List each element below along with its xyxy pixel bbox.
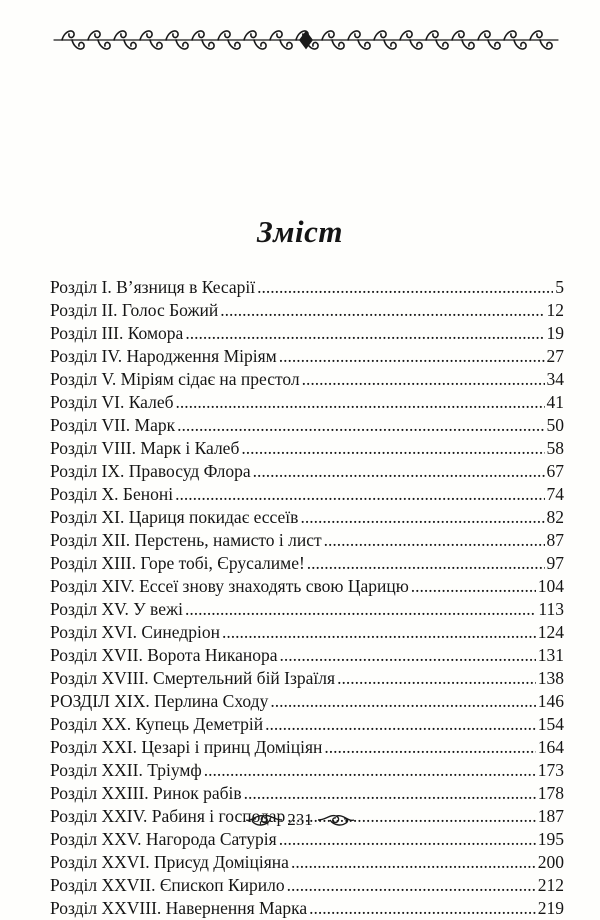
toc-entry[interactable] [50, 644, 564, 667]
dot-leader [324, 736, 535, 759]
toc-entry-label: Розділ ХVІІІ. Смертельний бій Ізраїля [50, 668, 336, 688]
toc-entry[interactable] [50, 368, 564, 391]
toc-entry-label: Розділ ХІ. Цариця покидає ессеїв [50, 507, 299, 527]
toc-entry-page: 27 [546, 346, 564, 366]
toc-entry[interactable] [50, 713, 564, 736]
toc-entry[interactable] [50, 621, 564, 644]
floral-flourish-icon [316, 812, 356, 828]
toc-entry-page: 200 [537, 852, 564, 872]
toc-entry-label: Розділ ІІІ. Комора [50, 323, 184, 343]
toc-entry[interactable] [50, 276, 564, 299]
dot-leader [302, 368, 545, 391]
toc-entry-page: 41 [546, 392, 564, 412]
toc-entry-label: РОЗДІЛ ХІХ. Перлина Сходу [50, 691, 269, 711]
dot-leader [176, 391, 545, 414]
toc-entry-page: 104 [537, 576, 564, 596]
toc-entry-page: 173 [537, 760, 564, 780]
toc-entry[interactable] [50, 897, 564, 920]
toc-entry-page: 82 [546, 507, 564, 527]
toc-entry-label: Розділ ХХІV. Рабиня і господар [50, 806, 286, 826]
toc-entry-page: 58 [546, 438, 564, 458]
toc-entry-page: 124 [537, 622, 564, 642]
toc-entry-label: Розділ VІІІ. Марк і Калеб [50, 438, 240, 458]
toc-entry[interactable] [50, 391, 564, 414]
dot-leader [220, 299, 544, 322]
toc-entry-page: 138 [537, 668, 564, 688]
toc-entry-label: Розділ ХХVІІ. Єпископ Кирило [50, 875, 285, 895]
toc-entry-page: 154 [537, 714, 564, 734]
dot-leader [300, 506, 544, 529]
toc-entry[interactable] [50, 483, 564, 506]
toc-entry-label: Розділ ХVІ. Синедріон [50, 622, 220, 642]
toc-entry-label: Розділ ХVІІ. Ворота Никанора [50, 645, 278, 665]
toc-entry-page: 97 [546, 553, 564, 573]
page-number: 231 [287, 810, 313, 829]
page-title: Зміст [257, 213, 343, 249]
dot-leader [309, 897, 536, 920]
toc-entry-label: Розділ VІІ. Марк [50, 415, 176, 435]
dot-leader [241, 437, 544, 460]
floral-flourish-icon [244, 812, 284, 828]
toc-entry[interactable] [50, 736, 564, 759]
toc-entry-label: Розділ ІІ. Голос Божий [50, 300, 219, 320]
dot-leader [324, 529, 545, 552]
dot-leader [177, 414, 544, 437]
toc-entry-page: 34 [546, 369, 564, 389]
toc-entry-label: Розділ ХІV. Ессеї знову знаходять свою Царицю [50, 576, 409, 596]
toc-entry-label: Розділ ХІІ. Перстень, намисто і лист [50, 530, 322, 550]
dot-leader [222, 621, 536, 644]
toc-entry-label: Розділ Х. Беноні [50, 484, 174, 504]
floral-ornament-icon [50, 26, 562, 54]
toc-entry[interactable] [50, 299, 564, 322]
toc-entry-page: 187 [537, 806, 564, 826]
toc-entry-label: Розділ ХХІІІ. Ринок рабів [50, 783, 242, 803]
toc-entry[interactable] [50, 552, 564, 575]
dot-leader [411, 575, 536, 598]
toc-entry[interactable] [50, 437, 564, 460]
toc-entry[interactable] [50, 759, 564, 782]
toc-entry-label: Розділ V. Міріям сідає на престол [50, 369, 300, 389]
toc-entry-label: Розділ ХХІІ. Тріумф [50, 760, 202, 780]
toc-entry[interactable] [50, 851, 564, 874]
toc-entry[interactable] [50, 414, 564, 437]
toc-entry-label: Розділ І. В’язниця в Кесарії [50, 277, 256, 297]
toc-entry-label: Розділ ІХ. Правосуд Флора [50, 461, 251, 481]
toc-entry-page: 12 [546, 300, 564, 320]
toc-entry-page: 219 [537, 898, 564, 918]
toc-entry-page: 113 [538, 599, 564, 619]
dot-leader [265, 713, 536, 736]
toc-entry-page: 19 [546, 323, 564, 343]
toc-entry[interactable] [50, 874, 564, 897]
toc-entry[interactable] [50, 529, 564, 552]
dot-leader [279, 345, 545, 368]
dot-leader [204, 759, 536, 782]
dot-leader [175, 483, 544, 506]
dot-leader [185, 598, 536, 621]
toc-entry-label: Розділ ХХІ. Цезарі і принц Доміціян [50, 737, 323, 757]
dot-leader [270, 690, 535, 713]
toc-entry-page: 5 [555, 277, 564, 297]
toc-entry-page: 67 [546, 461, 564, 481]
toc-entry-page: 50 [546, 415, 564, 435]
toc-entry[interactable] [50, 598, 564, 621]
toc-entry-page: 87 [546, 530, 564, 550]
dot-leader [253, 460, 545, 483]
toc-entry-label: Розділ ХІІІ. Горе тобі, Єрусалиме! [50, 553, 305, 573]
toc-entry-page: 212 [537, 875, 564, 895]
toc-entry-page: 195 [537, 829, 564, 849]
dot-leader [337, 667, 536, 690]
toc-entry-label: Розділ ХХV. Нагорода Сатурія [50, 829, 277, 849]
toc-entry[interactable] [50, 322, 564, 345]
toc-entry[interactable] [50, 460, 564, 483]
dot-leader [307, 552, 545, 575]
dot-leader [291, 851, 536, 874]
dot-leader [280, 644, 536, 667]
toc-entry-page: 146 [537, 691, 564, 711]
toc-entry-label: Розділ ХХVІІІ. Навернення Марка [50, 898, 308, 918]
dot-leader [287, 874, 536, 897]
toc-entry[interactable] [50, 782, 564, 805]
toc-entry[interactable] [50, 345, 564, 368]
dot-leader [185, 322, 544, 345]
toc-entry-label: Розділ ХV. У вежі [50, 599, 183, 619]
toc-entry-label: Розділ IV. Народження Міріям [50, 346, 277, 366]
page-footer [0, 808, 600, 832]
toc-entry[interactable] [50, 667, 564, 690]
dot-leader [244, 782, 536, 805]
toc-entry[interactable] [50, 690, 564, 713]
toc-entry-page: 74 [546, 484, 564, 504]
toc-entry-label: Розділ ХХ. Купець Деметрій [50, 714, 264, 734]
toc-entry-page: 131 [537, 645, 564, 665]
toc-entry[interactable] [50, 575, 564, 598]
toc-entry-page: 178 [537, 783, 564, 803]
toc-entry-page: 164 [537, 737, 564, 757]
toc-entry-label: Розділ VІ. Калеб [50, 392, 174, 412]
toc-entry-label: Розділ ХХVІ. Присуд Доміціяна [50, 852, 289, 872]
toc-entry[interactable] [50, 506, 564, 529]
dot-leader [257, 276, 553, 299]
